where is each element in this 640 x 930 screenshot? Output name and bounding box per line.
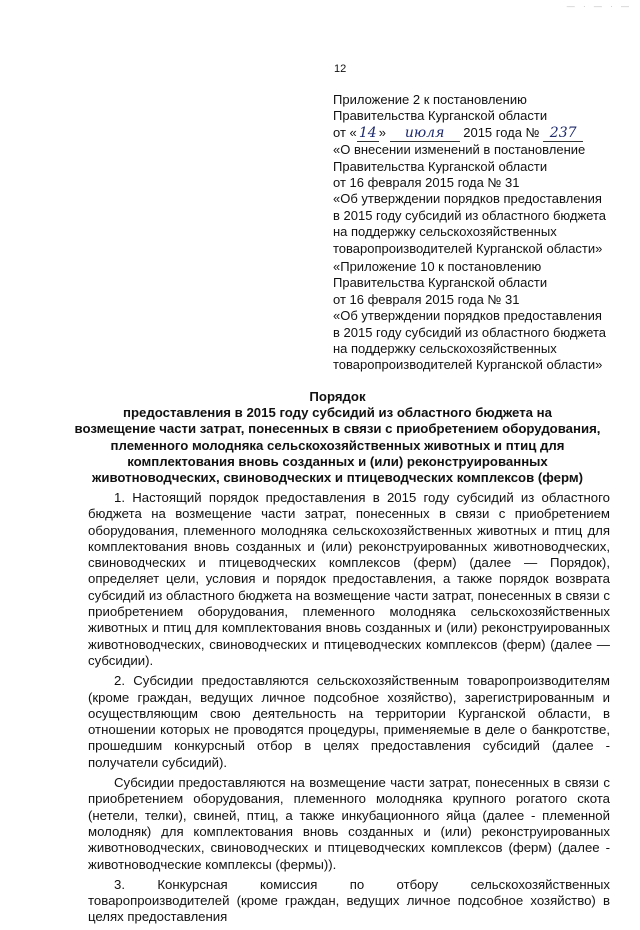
annex-current-header: [333, 92, 633, 257]
annex-line: «О внесении изменений в постановление: [333, 142, 586, 158]
date-year: 2015 года №: [463, 124, 540, 140]
annex-original-header: [333, 259, 633, 374]
title-line: предоставления в 2015 году субсидий из областного бюджета на: [123, 405, 552, 421]
annex-line: товаропроизводителей Курганской области»: [333, 240, 603, 256]
annex-line: в 2015 году субсидий из областного бюджета: [333, 207, 607, 223]
handwritten-number: 237: [543, 125, 583, 142]
title-line: комплектования вновь созданных и (или) реконструированных: [127, 453, 548, 469]
annex-date-line: [333, 125, 633, 142]
scan-marks: — · — · —: [566, 2, 632, 11]
paragraph-1: 1. Настоящий порядок предоставления в 2015 году субсидий из областного бюджета на возмещение части затрат, понесенных в связи с приобретением оборудования, племенного молодняка сельскохозяйственных животных и птиц для комплектования вновь созданных и (или) реконструированных животноводческих, свиноводческих и птицеводческих комплексов (ферм) (далее — Порядок), определяет цели, условия и порядок предоставления, а также порядок возврата субсидий из областного бюджета на возмещение части затрат, понесенных в связи с приобретением оборудования, племенного молодняка сельскохозяйственных животных и птиц для комплектования вновь созданных и (или) реконструированных животноводческих, свиноводческих и птицеводческих комплексов (ферм) (далее — субсидии).: [88, 490, 610, 668]
title-line: племенного молодняка сельскохозяйственных животных и птиц для: [110, 437, 565, 453]
annex-line: товаропроизводителей Курганской области»: [333, 357, 603, 373]
title-line: животноводческих, свиноводческих и птицеводческих комплексов (ферм): [92, 470, 583, 486]
annex-line: Правительства Курганской области: [333, 108, 548, 124]
paragraph-3: Субсидии предоставляются на возмещение части затрат, понесенных в связи с приобретением оборудования, племенного молодняка крупного рогатого скота (нетели, телки), свиней, птиц, а также инкубационного яйца (далее - племенной молодняк) для комплектования вновь созданных и (или) реконструированных животноводческих, свиноводческих и птицеводческих комплексов (ферм) (далее - животноводческие комплексы (фермы)).: [88, 775, 610, 872]
title-line: возмещение части затрат, понесенных в связи с приобретением оборудования,: [74, 421, 601, 437]
paragraph-4: 3. Конкурсная комиссия по отбору сельскохозяйственных товаропроизводителей (кроме граждан, ведущих личное подсобное хозяйство) в целях предоставления: [88, 876, 610, 925]
annex-line: на поддержку сельскохозяйственных: [333, 224, 557, 240]
annex-line: Правительства Курганской области: [333, 275, 548, 291]
annex-line: в 2015 году субсидий из областного бюджета: [333, 324, 607, 340]
handwritten-day: 14: [357, 125, 379, 142]
document-body: [88, 490, 610, 930]
annex-line: на поддержку сельскохозяйственных: [333, 341, 557, 357]
annex-line: «Приложение 10 к постановлению: [333, 259, 542, 274]
date-mid: »: [378, 124, 386, 140]
paragraph-2: 2. Субсидии предоставляются сельскохозяйственным товаропроизводителям (кроме граждан, ведущих личное подсобное хозяйство), зарегистрированным и осуществляющим свою деятельность на территории Курганской области, в отношении которых не проводятся процедуры, применяемые в деле о банкротстве, прошедшим конкурсный отбор в целях предоставления субсидий (далее - получатели субсидий).: [88, 673, 610, 770]
handwritten-month: июля: [390, 125, 460, 142]
date-prefix: от «: [333, 124, 357, 140]
annex-line: от 16 февраля 2015 года № 31: [333, 291, 520, 307]
annex-line: от 16 февраля 2015 года № 31: [333, 175, 520, 191]
annex-line: «Об утверждении порядков предоставления: [333, 191, 602, 207]
annex-line: Приложение 2 к постановлению: [333, 92, 527, 107]
annex-line: Правительства Курганской области: [333, 158, 548, 174]
document-title: [60, 389, 615, 486]
title-heading: Порядок: [309, 389, 366, 404]
page-number: 12: [334, 63, 347, 75]
annex-line: «Об утверждении порядков предоставления: [333, 308, 602, 324]
